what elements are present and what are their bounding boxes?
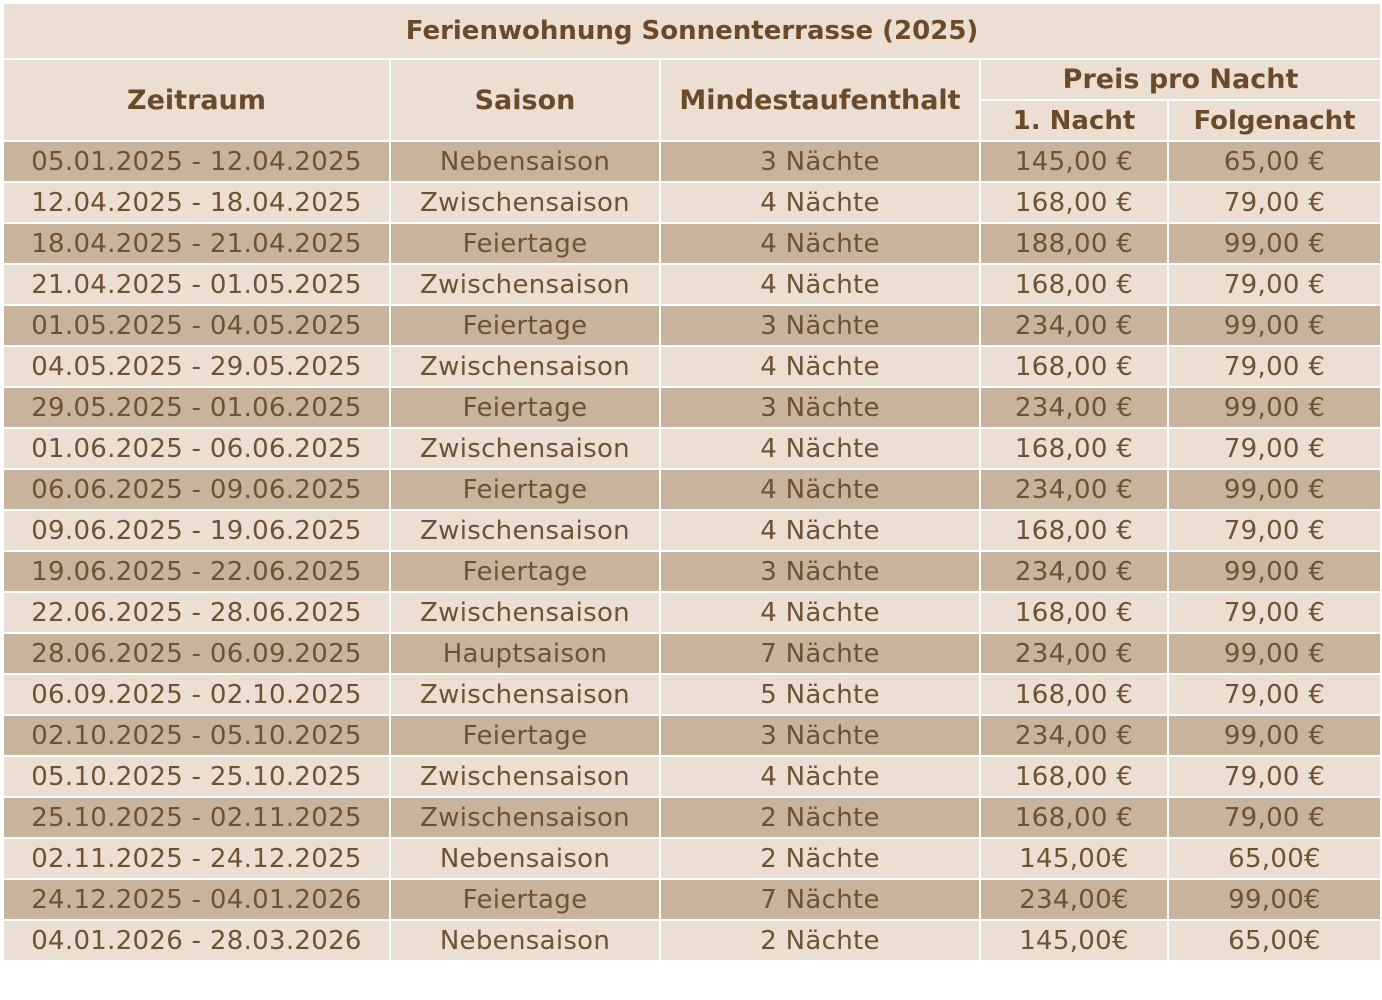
cell-saison: Feiertage bbox=[390, 879, 660, 920]
table-row bbox=[3, 838, 1381, 879]
table-row bbox=[3, 592, 1381, 633]
cell-folgenacht: 99,00 € bbox=[1168, 305, 1381, 346]
cell-zeitraum: 22.06.2025 - 28.06.2025 bbox=[3, 592, 390, 633]
cell-zeitraum: 04.05.2025 - 29.05.2025 bbox=[3, 346, 390, 387]
cell-zeitraum: 24.12.2025 - 04.01.2026 bbox=[3, 879, 390, 920]
cell-zeitraum: 25.10.2025 - 02.11.2025 bbox=[3, 797, 390, 838]
cell-saison: Nebensaison bbox=[390, 920, 660, 961]
cell-zeitraum: 05.10.2025 - 25.10.2025 bbox=[3, 756, 390, 797]
cell-saison: Zwischensaison bbox=[390, 756, 660, 797]
cell-mindestaufenthalt: 2 Nächte bbox=[660, 920, 980, 961]
cell-mindestaufenthalt: 5 Nächte bbox=[660, 674, 980, 715]
table-row bbox=[3, 756, 1381, 797]
cell-mindestaufenthalt: 7 Nächte bbox=[660, 633, 980, 674]
table-row bbox=[3, 305, 1381, 346]
cell-folgenacht: 79,00 € bbox=[1168, 510, 1381, 551]
cell-mindestaufenthalt: 4 Nächte bbox=[660, 428, 980, 469]
cell-erste-nacht: 234,00 € bbox=[980, 551, 1168, 592]
cell-saison: Nebensaison bbox=[390, 838, 660, 879]
cell-mindestaufenthalt: 4 Nächte bbox=[660, 346, 980, 387]
cell-saison: Feiertage bbox=[390, 469, 660, 510]
cell-saison: Zwischensaison bbox=[390, 182, 660, 223]
cell-erste-nacht: 168,00 € bbox=[980, 428, 1168, 469]
cell-folgenacht: 79,00 € bbox=[1168, 674, 1381, 715]
cell-erste-nacht: 168,00 € bbox=[980, 346, 1168, 387]
cell-folgenacht: 99,00 € bbox=[1168, 551, 1381, 592]
cell-saison: Nebensaison bbox=[390, 141, 660, 182]
cell-mindestaufenthalt: 4 Nächte bbox=[660, 469, 980, 510]
cell-saison: Feiertage bbox=[390, 223, 660, 264]
cell-saison: Zwischensaison bbox=[390, 797, 660, 838]
table-row bbox=[3, 223, 1381, 264]
cell-mindestaufenthalt: 4 Nächte bbox=[660, 264, 980, 305]
cell-folgenacht: 99,00 € bbox=[1168, 223, 1381, 264]
cell-erste-nacht: 234,00 € bbox=[980, 633, 1168, 674]
table-row bbox=[3, 141, 1381, 182]
cell-mindestaufenthalt: 4 Nächte bbox=[660, 592, 980, 633]
table-body bbox=[3, 141, 1381, 961]
cell-folgenacht: 65,00 € bbox=[1168, 141, 1381, 182]
cell-folgenacht: 99,00 € bbox=[1168, 715, 1381, 756]
cell-saison: Feiertage bbox=[390, 551, 660, 592]
header-erste-nacht: 1. Nacht bbox=[980, 100, 1168, 141]
cell-erste-nacht: 234,00 € bbox=[980, 715, 1168, 756]
cell-folgenacht: 99,00€ bbox=[1168, 879, 1381, 920]
table-row bbox=[3, 264, 1381, 305]
cell-erste-nacht: 234,00 € bbox=[980, 469, 1168, 510]
cell-mindestaufenthalt: 3 Nächte bbox=[660, 387, 980, 428]
cell-folgenacht: 79,00 € bbox=[1168, 797, 1381, 838]
cell-mindestaufenthalt: 4 Nächte bbox=[660, 223, 980, 264]
cell-mindestaufenthalt: 2 Nächte bbox=[660, 838, 980, 879]
price-table-container bbox=[2, 2, 1380, 962]
cell-zeitraum: 02.10.2025 - 05.10.2025 bbox=[3, 715, 390, 756]
cell-folgenacht: 99,00 € bbox=[1168, 387, 1381, 428]
cell-erste-nacht: 168,00 € bbox=[980, 674, 1168, 715]
table-row bbox=[3, 346, 1381, 387]
cell-zeitraum: 29.05.2025 - 01.06.2025 bbox=[3, 387, 390, 428]
cell-folgenacht: 99,00 € bbox=[1168, 633, 1381, 674]
table-row bbox=[3, 920, 1381, 961]
cell-mindestaufenthalt: 3 Nächte bbox=[660, 551, 980, 592]
header-preis-pro-nacht: Preis pro Nacht bbox=[980, 59, 1381, 100]
table-row bbox=[3, 715, 1381, 756]
cell-zeitraum: 09.06.2025 - 19.06.2025 bbox=[3, 510, 390, 551]
price-table bbox=[2, 2, 1382, 962]
cell-folgenacht: 79,00 € bbox=[1168, 428, 1381, 469]
cell-mindestaufenthalt: 3 Nächte bbox=[660, 141, 980, 182]
cell-saison: Feiertage bbox=[390, 715, 660, 756]
cell-erste-nacht: 234,00€ bbox=[980, 879, 1168, 920]
cell-mindestaufenthalt: 7 Nächte bbox=[660, 879, 980, 920]
cell-folgenacht: 79,00 € bbox=[1168, 756, 1381, 797]
cell-mindestaufenthalt: 4 Nächte bbox=[660, 510, 980, 551]
header-folgenacht: Folgenacht bbox=[1168, 100, 1381, 141]
cell-erste-nacht: 168,00 € bbox=[980, 510, 1168, 551]
cell-folgenacht: 99,00 € bbox=[1168, 469, 1381, 510]
cell-folgenacht: 79,00 € bbox=[1168, 182, 1381, 223]
cell-zeitraum: 06.09.2025 - 02.10.2025 bbox=[3, 674, 390, 715]
table-row bbox=[3, 182, 1381, 223]
cell-saison: Zwischensaison bbox=[390, 264, 660, 305]
table-row bbox=[3, 551, 1381, 592]
cell-zeitraum: 06.06.2025 - 09.06.2025 bbox=[3, 469, 390, 510]
cell-folgenacht: 79,00 € bbox=[1168, 592, 1381, 633]
cell-zeitraum: 21.04.2025 - 01.05.2025 bbox=[3, 264, 390, 305]
cell-erste-nacht: 145,00 € bbox=[980, 141, 1168, 182]
cell-saison: Feiertage bbox=[390, 387, 660, 428]
cell-mindestaufenthalt: 2 Nächte bbox=[660, 797, 980, 838]
cell-zeitraum: 28.06.2025 - 06.09.2025 bbox=[3, 633, 390, 674]
cell-erste-nacht: 168,00 € bbox=[980, 756, 1168, 797]
cell-zeitraum: 04.01.2026 - 28.03.2026 bbox=[3, 920, 390, 961]
cell-folgenacht: 79,00 € bbox=[1168, 264, 1381, 305]
cell-saison: Zwischensaison bbox=[390, 346, 660, 387]
header-mindestaufenthalt: Mindestaufenthalt bbox=[660, 59, 980, 141]
cell-erste-nacht: 168,00 € bbox=[980, 264, 1168, 305]
cell-erste-nacht: 188,00 € bbox=[980, 223, 1168, 264]
cell-folgenacht: 65,00€ bbox=[1168, 838, 1381, 879]
cell-erste-nacht: 234,00 € bbox=[980, 387, 1168, 428]
cell-erste-nacht: 145,00€ bbox=[980, 920, 1168, 961]
cell-folgenacht: 65,00€ bbox=[1168, 920, 1381, 961]
cell-mindestaufenthalt: 4 Nächte bbox=[660, 182, 980, 223]
header-zeitraum: Zeitraum bbox=[3, 59, 390, 141]
table-title: Ferienwohnung Sonnenterrasse (2025) bbox=[3, 3, 1381, 59]
cell-erste-nacht: 234,00 € bbox=[980, 305, 1168, 346]
cell-folgenacht: 79,00 € bbox=[1168, 346, 1381, 387]
cell-saison: Zwischensaison bbox=[390, 510, 660, 551]
cell-zeitraum: 18.04.2025 - 21.04.2025 bbox=[3, 223, 390, 264]
cell-zeitraum: 01.06.2025 - 06.06.2025 bbox=[3, 428, 390, 469]
cell-erste-nacht: 168,00 € bbox=[980, 182, 1168, 223]
cell-zeitraum: 01.05.2025 - 04.05.2025 bbox=[3, 305, 390, 346]
table-row bbox=[3, 674, 1381, 715]
table-row bbox=[3, 428, 1381, 469]
cell-zeitraum: 19.06.2025 - 22.06.2025 bbox=[3, 551, 390, 592]
cell-erste-nacht: 145,00€ bbox=[980, 838, 1168, 879]
cell-saison: Zwischensaison bbox=[390, 592, 660, 633]
cell-mindestaufenthalt: 4 Nächte bbox=[660, 756, 980, 797]
cell-erste-nacht: 168,00 € bbox=[980, 592, 1168, 633]
cell-saison: Feiertage bbox=[390, 305, 660, 346]
header-saison: Saison bbox=[390, 59, 660, 141]
cell-zeitraum: 02.11.2025 - 24.12.2025 bbox=[3, 838, 390, 879]
cell-saison: Hauptsaison bbox=[390, 633, 660, 674]
cell-mindestaufenthalt: 3 Nächte bbox=[660, 305, 980, 346]
cell-saison: Zwischensaison bbox=[390, 428, 660, 469]
cell-zeitraum: 12.04.2025 - 18.04.2025 bbox=[3, 182, 390, 223]
table-row bbox=[3, 469, 1381, 510]
cell-zeitraum: 05.01.2025 - 12.04.2025 bbox=[3, 141, 390, 182]
table-row bbox=[3, 387, 1381, 428]
table-row bbox=[3, 879, 1381, 920]
cell-saison: Zwischensaison bbox=[390, 674, 660, 715]
cell-mindestaufenthalt: 3 Nächte bbox=[660, 715, 980, 756]
table-row bbox=[3, 510, 1381, 551]
cell-erste-nacht: 168,00 € bbox=[980, 797, 1168, 838]
table-row bbox=[3, 797, 1381, 838]
table-row bbox=[3, 633, 1381, 674]
